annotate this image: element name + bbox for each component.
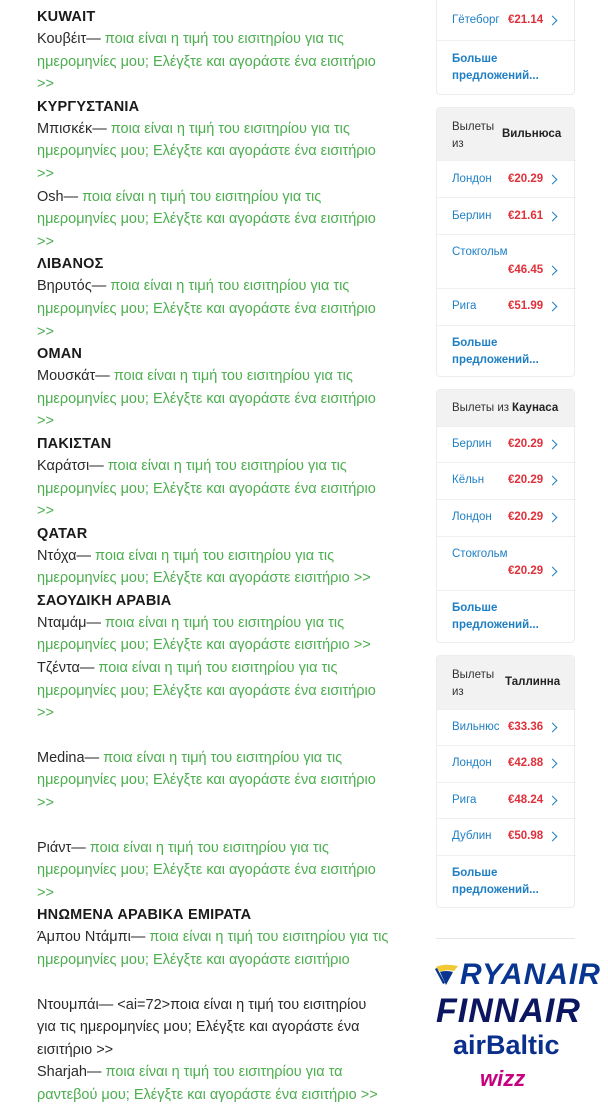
more-offers-link[interactable]: Больше предложений... bbox=[452, 602, 539, 631]
city-name: Κουβέιτ bbox=[37, 31, 87, 47]
offer-row[interactable] bbox=[437, 745, 576, 782]
offer-price: €50.98 bbox=[508, 830, 544, 842]
header-from-label: Вылеты из bbox=[452, 121, 495, 150]
price-check-link[interactable]: ποια είναι η τιμή του εισιτηρίου για τις ημερομηνίες μου; Ελέγξτε και αγοράστε ένα εισιτήριο >> bbox=[37, 188, 376, 250]
offer-destination: Дублин bbox=[452, 830, 492, 842]
country-heading: ΛΙΒΑΝΟΣ bbox=[37, 256, 104, 273]
country-heading: ΚΥΡΓΥΣΤΑΝΙΑ bbox=[37, 98, 140, 115]
offer-card-header bbox=[437, 656, 574, 709]
city-entry: Κουβέιτ— ποια είναι η τιμή του εισιτηρίου για τις ημερομηνίες μου; Ελέγξτε και αγοράστε ένα εισιτήριο >> bbox=[37, 31, 376, 93]
offer-card-kaunas bbox=[436, 389, 575, 643]
offer-price: €21.14 bbox=[508, 14, 544, 26]
price-check-link[interactable]: ποια είναι η τιμή του εισιτηρίου για τις ημερομηνίες μου; Ελέγξτε και αγοράστε εισιτήριο >> bbox=[37, 614, 371, 654]
chevron-right-icon bbox=[548, 513, 558, 523]
offer-row[interactable] bbox=[437, 709, 576, 745]
chevron-right-icon bbox=[548, 266, 558, 276]
section-pakistan bbox=[37, 433, 389, 523]
city-entry: Osh— ποια είναι η τιμή του εισιτηρίου για τις ημερομηνίες μου; Ελέγξτε και αγοράστε ένα εισιτήριο >> bbox=[37, 188, 376, 250]
price-check-link[interactable]: ποια είναι η τιμή του εισιτηρίου για τις ημερομηνίες μου; Ελέγξτε και αγοράστε ένα εισιτήριο >> bbox=[37, 120, 376, 182]
city-entry: Καράτσι— ποια είναι η τιμή του εισιτηρίου για τις ημερομηνίες μου; Ελέγξτε και αγοράστε ένα εισιτήριο >> bbox=[37, 457, 376, 520]
offer-row[interactable] bbox=[437, 288, 576, 325]
city-entry: Τζέντα— ποια είναι η τιμή του εισιτηρίου για τις ημερομηνίες μου; Ελέγξτε και αγοράστε ένα εισιτήριο >> bbox=[37, 660, 376, 722]
finnair-logo: FINNAIR bbox=[436, 992, 581, 1030]
city-entry: Medina— ποια είναι η τιμή του εισιτηρίου για τις ημερομηνίες μου; Ελέγξτε και αγοράστε ένα εισιτήριο >> bbox=[37, 749, 376, 812]
city-name: Medina bbox=[37, 749, 85, 766]
offer-row[interactable] bbox=[437, 818, 576, 855]
header-from-label: Вылеты из bbox=[452, 402, 510, 414]
offer-destination: Стокгольм bbox=[452, 548, 508, 560]
country-heading: KUWAIT bbox=[37, 9, 96, 25]
offer-row[interactable] bbox=[437, 536, 576, 590]
more-offers-row[interactable] bbox=[437, 855, 576, 909]
city-entry: Ντόχα— ποια είναι η τιμή του εισιτηρίου για τις ημερομηνίες μου; Ελέγξτε και αγοράστε εισιτήριο >> bbox=[37, 547, 371, 587]
country-heading: ΣΑΟΥΔΙΚΗ ΑΡΑΒΙΑ bbox=[37, 592, 172, 609]
city-name: Βηρυτός bbox=[37, 278, 92, 295]
city-name: Sharjah bbox=[37, 1064, 87, 1081]
offer-destination: Кёльн bbox=[452, 474, 485, 486]
section-uae bbox=[37, 904, 389, 1106]
more-offers-link[interactable]: Больше предложений... bbox=[452, 53, 539, 82]
country-heading: QATAR bbox=[37, 525, 88, 542]
chevron-right-icon bbox=[548, 476, 558, 486]
offer-destination: Рига bbox=[452, 300, 477, 312]
offer-row[interactable] bbox=[437, 234, 576, 288]
city-name: Τζέντα bbox=[37, 660, 80, 677]
city-entry: Βηρυτός— ποια είναι η τιμή του εισιτηρίου για τις ημερομηνίες μου; Ελέγξτε και αγοράστε ένα εισιτήριο >> bbox=[37, 278, 376, 340]
chevron-right-icon bbox=[548, 440, 558, 450]
offer-destination: Гётеборг bbox=[452, 14, 500, 26]
chevron-right-icon bbox=[548, 16, 558, 26]
offer-row[interactable] bbox=[437, 160, 576, 197]
city-name: Μουσκάτ bbox=[37, 368, 96, 385]
price-check-text: <ai=72>ποια είναι η τιμή του εισιτηρίου για τις ημερομηνίες μου; Ελέγξτε και αγοράστε ένα εισιτήριο >> bbox=[37, 996, 367, 1058]
city-name: Άμπου Ντάμπι bbox=[37, 929, 131, 946]
city-entry: Νταμάμ— ποια είναι η τιμή του εισιτηρίου για τις ημερομηνίες μου; Ελέγξτε και αγοράστε εισιτήριο >> bbox=[37, 614, 371, 654]
price-check-link[interactable]: ποια είναι η τιμή του εισιτηρίου για τις ημερομηνίες μου; Ελέγξτε και αγοράστε ένα εισιτήριο >> bbox=[37, 31, 376, 93]
chevron-right-icon bbox=[548, 567, 558, 577]
sidebar-divider bbox=[436, 938, 575, 939]
section-kyrgyzstan bbox=[37, 96, 389, 254]
city-name: Ντόχα bbox=[37, 547, 77, 564]
chevron-right-icon bbox=[548, 796, 558, 806]
more-offers-row[interactable] bbox=[437, 590, 576, 644]
price-check-link[interactable]: ποια είναι η τιμή του εισιτηρίου για τις ημερομηνίες μου; Ελέγξτε και αγοράστε ένα εισιτήριο >> bbox=[37, 457, 376, 520]
offer-price: €20.29 bbox=[508, 438, 544, 450]
more-offers-link[interactable]: Больше предложений... bbox=[452, 337, 539, 366]
city-entry: Ντουμπάι— <ai=72>ποια είναι η τιμή του εισιτηρίου για τις ημερομηνίες μου; Ελέγξτε και αγοράστε ένα εισιτήριο >> bbox=[37, 996, 367, 1058]
city-entry: Άμπου Ντάμπι— ποια είναι η τιμή του εισιτηρίου για τις ημερομηνίες μου; Ελέγξτε και αγοράστε εισιτήριο bbox=[37, 929, 389, 968]
more-offers-link[interactable]: Больше предложений... bbox=[452, 867, 539, 896]
chevron-right-icon bbox=[548, 175, 558, 185]
section-qatar bbox=[37, 523, 389, 590]
country-heading: ΗΝΩΜΕΝΑ ΑΡΑΒΙΚΑ ΕΜΙΡΑΤΑ bbox=[37, 907, 252, 924]
offer-destination: Лондон bbox=[452, 757, 492, 769]
offer-price: €20.29 bbox=[508, 565, 544, 577]
price-check-link[interactable]: ποια είναι η τιμή του εισιτηρίου για τις ημερομηνίες μου; Ελέγξτε και αγοράστε ένα εισιτήριο >> bbox=[37, 749, 376, 812]
offer-price: €20.29 bbox=[508, 173, 544, 185]
offer-row[interactable] bbox=[437, 197, 576, 234]
offer-price: €48.24 bbox=[508, 794, 544, 806]
header-city: Вильнюса bbox=[502, 128, 562, 140]
offer-destination: Лондон bbox=[452, 511, 492, 523]
price-check-link[interactable]: ποια είναι η τιμή του εισιτηρίου για τα ραντεβού μου; Ελέγξτε και αγοράστε ένα εισιτήριο >> bbox=[37, 1064, 378, 1103]
section-kuwait bbox=[37, 6, 389, 96]
offer-price: €51.99 bbox=[508, 300, 544, 312]
city-name: Νταμάμ bbox=[37, 614, 87, 631]
city-entry: Ριάντ— ποια είναι η τιμή του εισιτηρίου για τις ημερομηνίες μου; Ελέγξτε και αγοράστε ένα εισιτήριο >> bbox=[37, 839, 376, 901]
offer-price: €20.29 bbox=[508, 474, 544, 486]
offer-price: €33.36 bbox=[508, 721, 544, 733]
country-heading: ΟΜΑΝ bbox=[37, 346, 83, 363]
airbaltic-logo: airBaltic bbox=[453, 1030, 560, 1060]
section-lebanon bbox=[37, 253, 389, 343]
section-saudi-arabia bbox=[37, 590, 389, 905]
price-check-link[interactable]: ποια είναι η τιμή του εισιτηρίου για τις ημερομηνίες μου; Ελέγξτε και αγοράστε ένα εισιτήριο >> bbox=[37, 278, 376, 340]
more-offers-row[interactable] bbox=[437, 40, 576, 95]
country-heading: ΠΑΚΙΣΤΑΝ bbox=[37, 435, 112, 452]
price-check-link[interactable]: ποια είναι η τιμή του εισιτηρίου για τις ημερομηνίες μου; Ελέγξτε και αγοράστε εισιτήριο >> bbox=[37, 547, 371, 587]
city-entry: Μπισκέκ— ποια είναι η τιμή του εισιτηρίου για τις ημερομηνίες μου; Ελέγξτε και αγοράστε ένα εισιτήριο >> bbox=[37, 120, 376, 182]
city-entry: Μουσκάτ— ποια είναι η τιμή του εισιτηρίου για τις ημερομηνίες μου; Ελέγξτε και αγοράστε ένα εισιτήριο >> bbox=[37, 368, 376, 430]
header-city: Каунаса bbox=[512, 402, 559, 414]
offer-card-vilnius bbox=[436, 107, 575, 377]
wizz-logo: wizz bbox=[480, 1066, 526, 1091]
offer-card-tallinn bbox=[436, 655, 575, 908]
price-check-link[interactable]: ποια είναι η τιμή του εισιτηρίου για τις ημερομηνίες μου; Ελέγξτε και αγοράστε εισιτήριο bbox=[37, 929, 389, 968]
city-name: Ντουμπάι bbox=[37, 996, 99, 1013]
offer-row[interactable] bbox=[437, 0, 576, 40]
more-offers-row[interactable] bbox=[437, 325, 576, 378]
price-check-link[interactable]: ποια είναι η τιμή του εισιτηρίου για τις ημερομηνίες μου; Ελέγξτε και αγοράστε ένα εισιτήριο >> bbox=[37, 368, 376, 430]
chevron-right-icon bbox=[548, 832, 558, 842]
offer-price: €42.88 bbox=[508, 757, 544, 769]
offer-destination: Лондон bbox=[452, 173, 492, 185]
city-name: Osh bbox=[37, 188, 64, 205]
offer-row[interactable] bbox=[437, 426, 576, 462]
chevron-right-icon bbox=[548, 723, 558, 733]
header-city: Таллинна bbox=[505, 676, 561, 688]
header-from-label: Вылеты из bbox=[452, 669, 495, 698]
offer-destination: Стокгольм bbox=[452, 246, 508, 258]
offer-destination: Вильнюс bbox=[452, 721, 500, 733]
city-entry: Sharjah— ποια είναι η τιμή του εισιτηρίου για τα ραντεβού μου; Ελέγξτε και αγοράστε ένα εισιτήριο >> bbox=[37, 1064, 378, 1103]
offer-price: €21.61 bbox=[508, 210, 544, 222]
section-oman bbox=[37, 343, 389, 433]
ryanair-logo: RYANAIR bbox=[460, 958, 601, 991]
city-name: Μπισκέκ bbox=[37, 120, 93, 137]
chevron-right-icon bbox=[548, 302, 558, 312]
ryanair-harp-icon bbox=[434, 963, 460, 987]
offer-row[interactable] bbox=[437, 499, 576, 536]
price-check-link[interactable]: ποια είναι η τιμή του εισιτηρίου για τις ημερομηνίες μου; Ελέγξτε και αγοράστε ένα εισιτήριο >> bbox=[37, 660, 376, 722]
offer-card-partial bbox=[436, 0, 575, 95]
offer-destination: Берлин bbox=[452, 210, 492, 222]
offer-destination: Рига bbox=[452, 794, 477, 806]
offer-row[interactable] bbox=[437, 462, 576, 499]
offer-price: €46.45 bbox=[508, 264, 544, 276]
offer-price: €20.29 bbox=[508, 511, 544, 523]
offer-card-header bbox=[437, 108, 574, 160]
offer-destination: Берлин bbox=[452, 438, 492, 450]
city-name: Ριάντ bbox=[37, 839, 72, 856]
chevron-right-icon bbox=[548, 759, 558, 769]
chevron-right-icon bbox=[548, 212, 558, 222]
offer-card-header bbox=[437, 390, 574, 426]
city-name: Καράτσι bbox=[37, 457, 90, 474]
offer-row[interactable] bbox=[437, 782, 576, 818]
destinations-list bbox=[37, 6, 389, 1107]
price-check-link[interactable]: ποια είναι η τιμή του εισιτηρίου για τις ημερομηνίες μου; Ελέγξτε και αγοράστε ένα εισιτήριο >> bbox=[37, 839, 376, 901]
